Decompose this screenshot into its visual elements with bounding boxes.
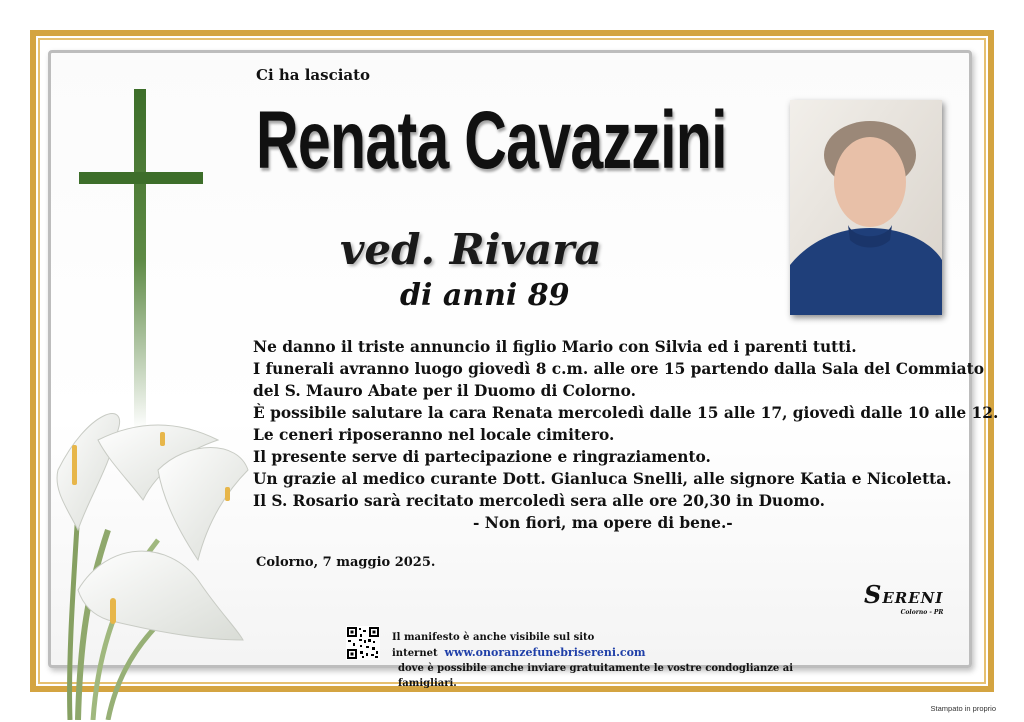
announcement-body: [253, 336, 999, 534]
footer-line1: Il manifesto è anche visibile sul sito internet: [392, 632, 595, 659]
body-line: Il presente serve di partecipazione e ringraziamento.: [253, 448, 711, 466]
body-line: Un grazie al medico curante Dott. Gianluca Snelli, alle signore Katia e Nicoletta.: [253, 470, 952, 488]
website-link[interactable]: www.onoranzefunebrisereni.com: [444, 646, 646, 659]
intro-text: Ci ha lasciato: [256, 66, 371, 84]
body-line: Ne danno il triste annuncio il figlio Mario con Silvia ed i parenti tutti.: [253, 338, 857, 356]
logo-initial: S: [864, 580, 883, 609]
body-line: Le ceneri riposeranno nel locale cimitero.: [253, 426, 615, 444]
closing-line: - Non fiori, ma opere di bene.-: [473, 514, 733, 532]
body-line: I funerali avranno luogo giovedì 8 c.m. alle ore 15 partendo dalla Sala del Commiato: [253, 360, 985, 378]
cross-icon: [134, 89, 146, 429]
married-name: ved. Rivara: [340, 225, 602, 274]
qr-code-icon[interactable]: [346, 626, 380, 660]
footer-line2: dove è possibile anche inviare gratuitamente le vostre condoglianze ai famigliari.: [398, 663, 794, 689]
calla-lilies-image: [48, 390, 258, 720]
body-line: Il S. Rosario sarà recitato mercoledì sera alle ore 20,30 in Duomo.: [253, 492, 826, 510]
logo-rest: ERENI: [882, 589, 944, 607]
footer-info: [392, 630, 832, 691]
body-line: del S. Mauro Abate per il Duomo di Colorno.: [253, 382, 636, 400]
print-stamp: Stampato in proprio: [930, 704, 996, 713]
body-line: È possibile salutare la cara Renata mercoledì dalle 15 alle 17, giovedì dalle 10 alle 12.: [253, 404, 999, 422]
cross-bar: [79, 172, 203, 184]
deceased-name: Renata Cavazzini: [256, 95, 727, 186]
dateline: Colorno, 7 maggio 2025.: [256, 555, 436, 570]
age-text: di anni 89: [400, 278, 570, 313]
funeral-home-logo: [864, 582, 943, 616]
portrait-photo: [790, 100, 942, 315]
logo-subtitle: Colorno - PR: [900, 609, 944, 616]
